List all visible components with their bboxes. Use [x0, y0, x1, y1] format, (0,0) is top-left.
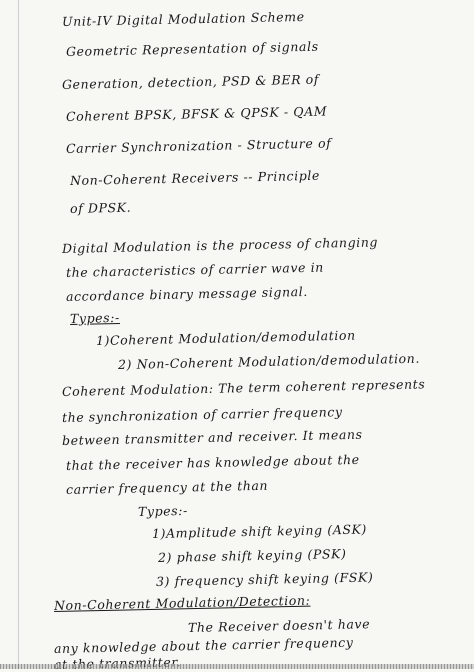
coherent-type-fsk: 3) frequency shift keying (FSK) — [155, 569, 374, 589]
scan-edge — [0, 664, 474, 669]
noncoherent-line-1: The Receiver doesn't have — [187, 616, 371, 635]
noncoherent-heading: Non-Coherent Modulation/Detection: — [53, 592, 311, 613]
types-heading: Types:- — [69, 309, 121, 326]
coherent-types-heading: Types:- — [137, 502, 189, 519]
coherent-type-ask: 1)Amplitude shift keying (ASK) — [151, 521, 368, 541]
syllabus-line-6: of DPSK. — [69, 199, 132, 216]
definition-line-1: Digital Modulation is the process of changing — [61, 234, 379, 256]
definition-line-2: the characteristics of carrier wave in — [65, 259, 325, 280]
syllabus-line-4: Carrier Synchronization - Structure of — [65, 135, 332, 156]
type-item-2: 2) Non-Coherent Modulation/demodulation. — [117, 350, 421, 372]
type-item-1: 1)Coherent Modulation/demodulation — [95, 327, 356, 348]
unit-title: Unit-IV Digital Modulation Scheme — [61, 8, 305, 29]
coherent-line-5: carrier frequency at the than — [65, 477, 269, 497]
definition-line-3: accordance binary message signal. — [65, 283, 309, 304]
coherent-line-2: the synchronization of carrier frequency — [61, 404, 343, 425]
syllabus-line-1: Geometric Representation of signals — [65, 38, 319, 59]
syllabus-line-3: Coherent BPSK, BFSK & QPSK - QAM — [65, 103, 328, 124]
page-margin-line — [18, 0, 19, 669]
syllabus-line-2: Generation, detection, PSD & BER of — [61, 71, 320, 92]
coherent-line-1: Coherent Modulation: The term coherent represents — [61, 376, 426, 399]
noncoherent-line-2: any knowledge about the carrier frequency — [53, 634, 354, 656]
syllabus-line-5: Non-Coherent Receivers -- Principle — [69, 167, 321, 188]
coherent-type-psk: 2) phase shift keying (PSK) — [157, 546, 347, 565]
coherent-line-3: between transmitter and receiver. It means — [61, 426, 363, 448]
coherent-line-4: that the receiver has knowledge about the — [65, 451, 360, 473]
